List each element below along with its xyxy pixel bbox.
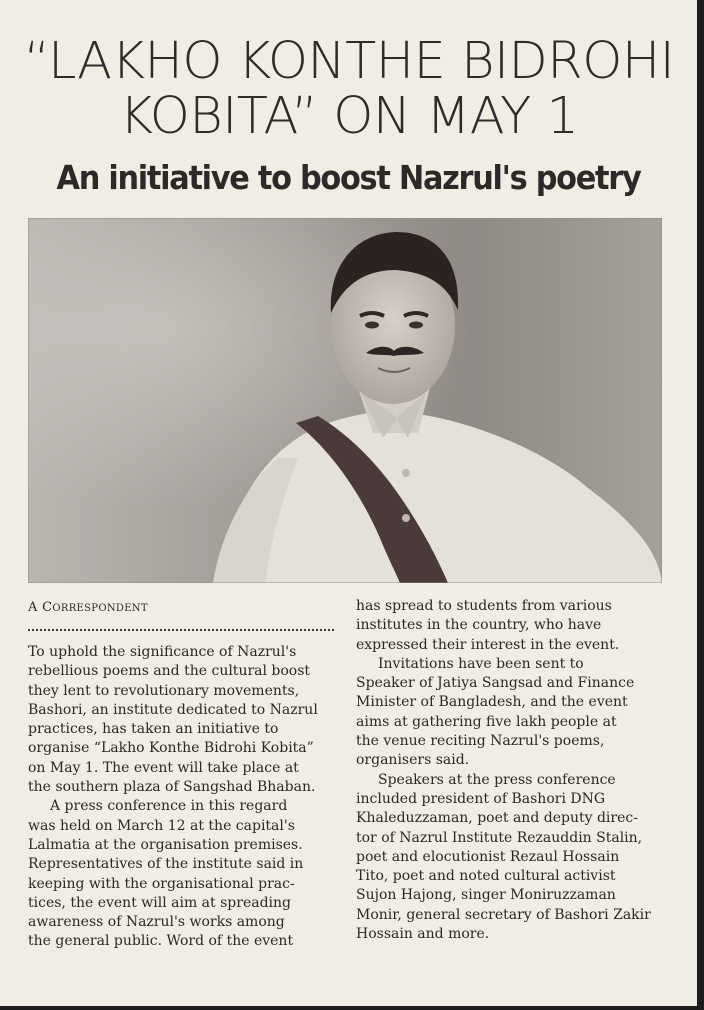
headline: [18, 32, 680, 147]
article-column-2: [356, 597, 666, 944]
subheadline: An initiative to boost Nazrul's poetry: [56, 158, 641, 197]
page-edge-right: [697, 0, 704, 1010]
byline: [28, 600, 334, 615]
paragraph-2: A press conference in this regard was held on March 12 at the capital's Lalmatia at the organisation premises. Representatives of the institute said in keeping with the organisational prac- tices, the event will aim at spreading awareness of Nazrul's works among the general public. Word of the event: [28, 798, 304, 950]
paragraph-1: To uphold the significance of Nazrul's rebellious poems and the cultural boost they lent to revolutionary movements, Bashori, an institute dedicated to Nazrul practices, has taken an initiative to organise “Lakho Konthe Bidrohi Kobita” on May 1. The event will take place at the southern plaza of Sangshad Bhaban.: [28, 644, 318, 796]
dotted-divider: [28, 629, 334, 631]
article-column-1: [28, 643, 338, 952]
headline-line-1: “LAKHO KONTHE BIDROHI: [23, 32, 675, 91]
paragraph-4: Invitations have been sent to Speaker of Jatiya Sangsad and Finance Minister of Bangladesh, and the event aims at gathering five lakh people at the venue reciting Nazrul's poems, organisers said.: [356, 655, 635, 769]
paragraph-5: Speakers at the press conference included president of Bashori DNG Khaleduzzaman, poet and deputy direc- tor of Nazrul Institute Rezauddin Stalin, poet and elocutionist Rezaul Hossain Tito, poet and noted cultural activist Sujon Hajong, singer Moniruzzaman Monir, general secretary of Bashori Zakir Hossain and more.: [356, 771, 651, 943]
headline-line-2: KOBITA” ON MAY 1: [119, 87, 579, 147]
byline-cap: C: [42, 600, 53, 615]
byline-rest: ORRESPONDENT: [52, 603, 148, 614]
portrait-photo: [28, 218, 662, 583]
paragraph-3: has spread to students from various institutes in the country, who have expressed their interest in the event.: [356, 598, 620, 653]
byline-initial: A: [28, 600, 38, 615]
page-edge-bottom: [0, 1006, 704, 1010]
